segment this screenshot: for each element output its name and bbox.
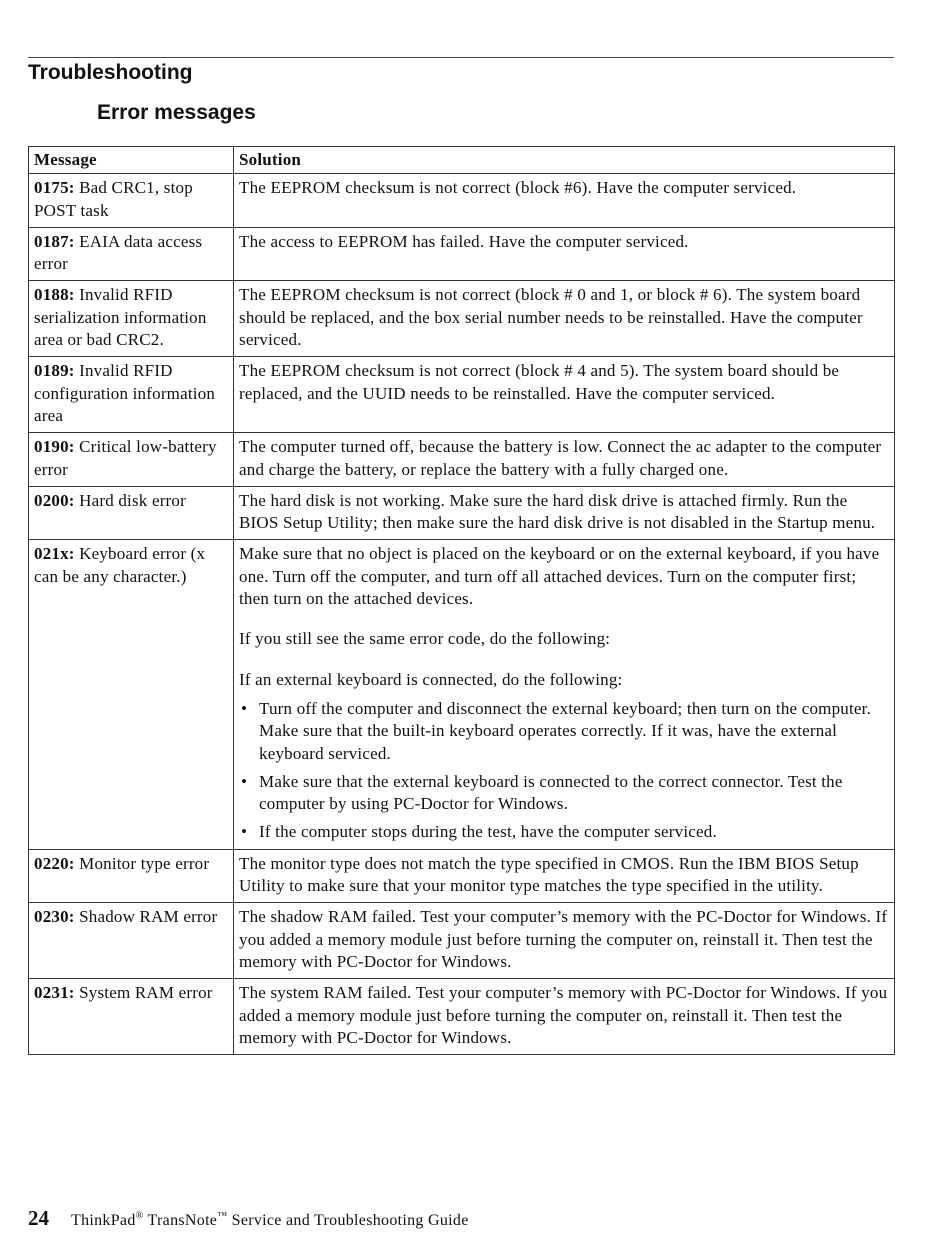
table-row [29, 357, 895, 433]
message-cell [29, 281, 234, 357]
solution-cell [234, 979, 895, 1055]
error-description: Monitor type error [74, 853, 210, 873]
header-rule [28, 57, 894, 58]
list-item [239, 821, 890, 843]
trademark-mark: ™ [217, 1210, 228, 1222]
bullet-text: If the computer stops during the test, have the computer serviced. [259, 822, 717, 842]
error-code: 0230: [34, 907, 75, 927]
footer-product-2: TransNote [143, 1212, 218, 1229]
solution-paragraph: The EEPROM checksum is not correct (block # 4 and 5). The system board should be replaced, and the UUID needs to be reinstalled. Have the computer serviced. [239, 361, 840, 403]
message-cell [29, 174, 234, 228]
solution-paragraph: The access to EEPROM has failed. Have the computer serviced. [239, 231, 689, 251]
solution-paragraph: The shadow RAM failed. Test your computer’s memory with the PC-Doctor for Windows. If you added a memory module just before turning the computer on, reinstall it. Then test the memory with PC-Doctor for Windows. [239, 907, 888, 971]
error-messages-table [28, 146, 895, 1055]
table-row [29, 903, 895, 979]
solution-paragraph: The EEPROM checksum is not correct (block #6). Have the computer serviced. [239, 178, 797, 198]
solution-paragraph: If you still see the same error code, do the following: [239, 629, 611, 649]
error-code: 0190: [34, 437, 75, 457]
message-cell [29, 357, 234, 433]
message-cell [29, 979, 234, 1055]
message-cell [29, 227, 234, 281]
solution-cell [234, 227, 895, 281]
solution-paragraph: Make sure that no object is placed on the keyboard or on the external keyboard, if you have one. Turn off the computer, and turn off all attached devices. Turn on the computer first; then turn on the attached devices. [239, 544, 880, 609]
table-row [29, 979, 895, 1055]
bullet-icon: • [241, 698, 248, 718]
message-cell [29, 849, 234, 903]
solution-cell [234, 357, 895, 433]
footer-title-rest: Service and Troubleshooting Guide [227, 1212, 469, 1229]
solution-column-header: Solution [234, 147, 895, 174]
error-description: Bad CRC1, stop POST task [34, 178, 193, 220]
error-description: EAIA data access error [34, 231, 203, 274]
footer-book-title [71, 1212, 469, 1229]
solution-cell [234, 281, 895, 357]
solution-paragraph: If an external keyboard is connected, do the following: [239, 669, 623, 689]
solution-cell [234, 849, 895, 903]
error-description: Hard disk error [74, 490, 186, 510]
solution-bullet-list [239, 698, 890, 844]
table-row [29, 433, 895, 487]
message-cell [29, 540, 234, 849]
error-description: Keyboard error (x can be any character.) [34, 544, 206, 586]
message-column-header: Message [29, 147, 234, 174]
registered-mark: ® [135, 1210, 144, 1222]
solution-paragraph: The system RAM failed. Test your computer’s memory with PC-Doctor for Windows. If you added a memory module just before turning the computer on, reinstall it. Then test the memory with PC-Doctor for Windows. [239, 983, 888, 1047]
solution-cell [234, 540, 895, 849]
table-row [29, 174, 895, 228]
error-code: 0188: [34, 285, 75, 305]
bullet-text: Turn off the computer and disconnect the external keyboard; then turn on the computer. Make sure that the built-in keyboard operates correctly. If it was, have the external keyboard serviced. [259, 698, 872, 763]
bullet-icon: • [241, 822, 248, 842]
error-code: 021x: [34, 544, 75, 564]
error-description: Invalid RFID serialization information area or bad CRC2. [34, 285, 207, 350]
error-description: Invalid RFID configuration information area [34, 361, 216, 425]
error-description: System RAM error [74, 983, 213, 1003]
error-description: Critical low-battery error [34, 437, 217, 479]
error-code: 0220: [34, 853, 75, 873]
message-cell [29, 486, 234, 540]
solution-cell [234, 486, 895, 540]
solution-paragraph: The hard disk is not working. Make sure the hard disk drive is attached firmly. Run the BIOS Setup Utility; then make sure the hard disk drive is not disabled in the Startup menu. [239, 490, 876, 533]
bullet-text: Make sure that the external keyboard is connected to the correct connector. Test the computer by using PC-Doctor for Windows. [259, 771, 843, 814]
table-body [29, 174, 895, 1055]
solution-cell [234, 903, 895, 979]
page-footer [28, 1206, 469, 1231]
error-code: 0187: [34, 231, 75, 251]
solution-cell [234, 433, 895, 487]
page-number: 24 [28, 1206, 49, 1230]
table-header-row [29, 147, 895, 174]
footer-product: ThinkPad [71, 1212, 136, 1229]
message-cell [29, 903, 234, 979]
bullet-icon: • [241, 771, 248, 791]
table-row [29, 849, 895, 903]
list-item [239, 698, 890, 765]
subsection-title: Error messages [97, 101, 256, 124]
table-row [29, 227, 895, 281]
table-row [29, 540, 895, 849]
error-description: Shadow RAM error [74, 907, 218, 927]
solution-cell [234, 174, 895, 228]
solution-paragraph: The computer turned off, because the battery is low. Connect the ac adapter to the computer and charge the battery, or replace the battery with a fully charged one. [239, 437, 882, 479]
list-item [239, 771, 890, 816]
table-row [29, 486, 895, 540]
solution-paragraph: The monitor type does not match the type specified in CMOS. Run the IBM BIOS Setup Utility to make sure that your monitor type matches the type specified in the utility. [239, 853, 859, 896]
message-cell [29, 433, 234, 487]
section-title: Troubleshooting [28, 61, 193, 84]
solution-paragraph: The EEPROM checksum is not correct (block # 0 and 1, or block # 6). The system board should be replaced, and the box serial number needs to be reinstalled. Have the computer serviced. [239, 285, 863, 350]
table-row [29, 281, 895, 357]
error-code: 0200: [34, 490, 75, 510]
error-code: 0189: [34, 361, 75, 381]
error-code: 0231: [34, 983, 75, 1003]
error-code: 0175: [34, 178, 75, 198]
